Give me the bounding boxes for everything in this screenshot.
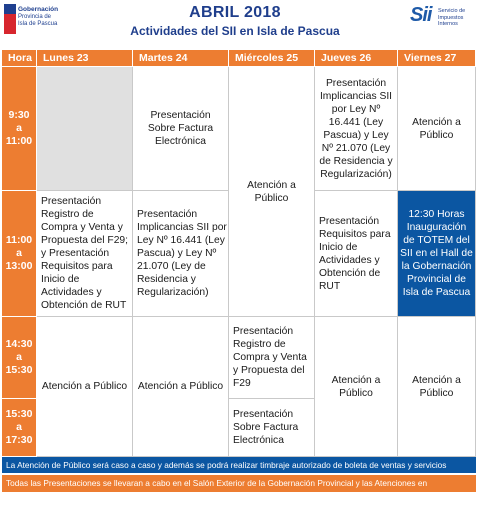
sii-mark: Sii [410,4,432,26]
cell-jueves-1100: Presentación Requisitos para Inicio de Actividades y Obtención de RUT [315,191,398,317]
page-header [0,0,477,50]
time-slot-0930: 9:30 a 11:00 [2,67,37,191]
column-header-lunes: Lunes 23 [37,50,133,67]
column-header-viernes: Viernes 27 [398,50,476,67]
time-slot-1430: 14:30 a 15:30 [2,317,37,399]
page-title: ABRIL 2018 [189,4,281,21]
column-header-martes: Martes 24 [133,50,229,67]
cell-viernes-0930: Atención a Público [398,67,476,191]
cell-martes-afternoon: Atención a Público [133,317,229,457]
cell-miercoles-1430: Presentación Registro de Compra y Venta y Propuesta del F29 [229,317,315,399]
chile-flag-icon [4,4,16,34]
cell-martes-0930: Presentación Sobre Factura Electrónica [133,67,229,191]
cell-lunes-1100: Presentación Registro de Compra y Venta y Propuesta del F29; y Presentación Requisitos para Inicio de Actividades y Obtención de RUT [37,191,133,317]
cell-lunes-0930 [37,67,133,191]
gobernacion-logo [0,2,64,38]
sii-text-1: Servicio de [438,8,466,14]
column-header-miercoles: Miércoles 25 [229,50,315,67]
cell-viernes-1100-inauguration: 12:30 Horas Inauguración de TOTEM del SII en el Hall de la Gobernación Provincial de Isla de Pascua [398,191,476,317]
gov-logo-sub2: Isla de Pascua [18,21,58,27]
page-subtitle: Actividades del SII en Isla de Pascua [130,24,340,38]
time-slot-1100: 11:00 a 13:00 [2,191,37,317]
cell-jueves-afternoon: Atención a Público [315,317,398,457]
sii-logo [410,4,474,32]
footer-note-atencion: La Atención de Público será caso a caso y además se podrá realizar timbraje autorizado de boleta de ventas y servicios [2,457,476,473]
sii-text-3: Internos [438,21,458,27]
cell-miercoles-morning: Atención a Público [229,67,315,317]
time-slot-1530: 15:30 a 17:30 [2,399,37,457]
gov-logo-sub1: Provincia de [18,14,52,20]
column-header-jueves: Jueves 26 [315,50,398,67]
footer-note-presentaciones: Todas las Presentaciones se llevaran a cabo en el Salón Exterior de la Gobernación Provincial y las Atenciones en Gobernación [2,475,476,492]
cell-lunes-afternoon: Atención a Público [37,317,133,457]
cell-viernes-afternoon: Atención a Público [398,317,476,457]
cell-martes-1100: Presentación Implicancias SII por Ley Nº 16.441 (Ley Pascua) y Ley Nº 21.070 (Ley de Residencia y Regularización) [133,191,229,317]
cell-jueves-0930: Presentación Implicancias SII por Ley Nº 16.441 (Ley Pascua) y Ley Nº 21.070 (Ley de Residencia y Regularización) [315,67,398,191]
column-header-hora: Hora [2,50,37,67]
gov-logo-main: Gobernación [18,6,59,13]
sii-text-2: Impuestos [438,14,464,21]
schedule-table [2,50,476,457]
cell-miercoles-1530: Presentación Sobre Factura Electrónica [229,399,315,457]
